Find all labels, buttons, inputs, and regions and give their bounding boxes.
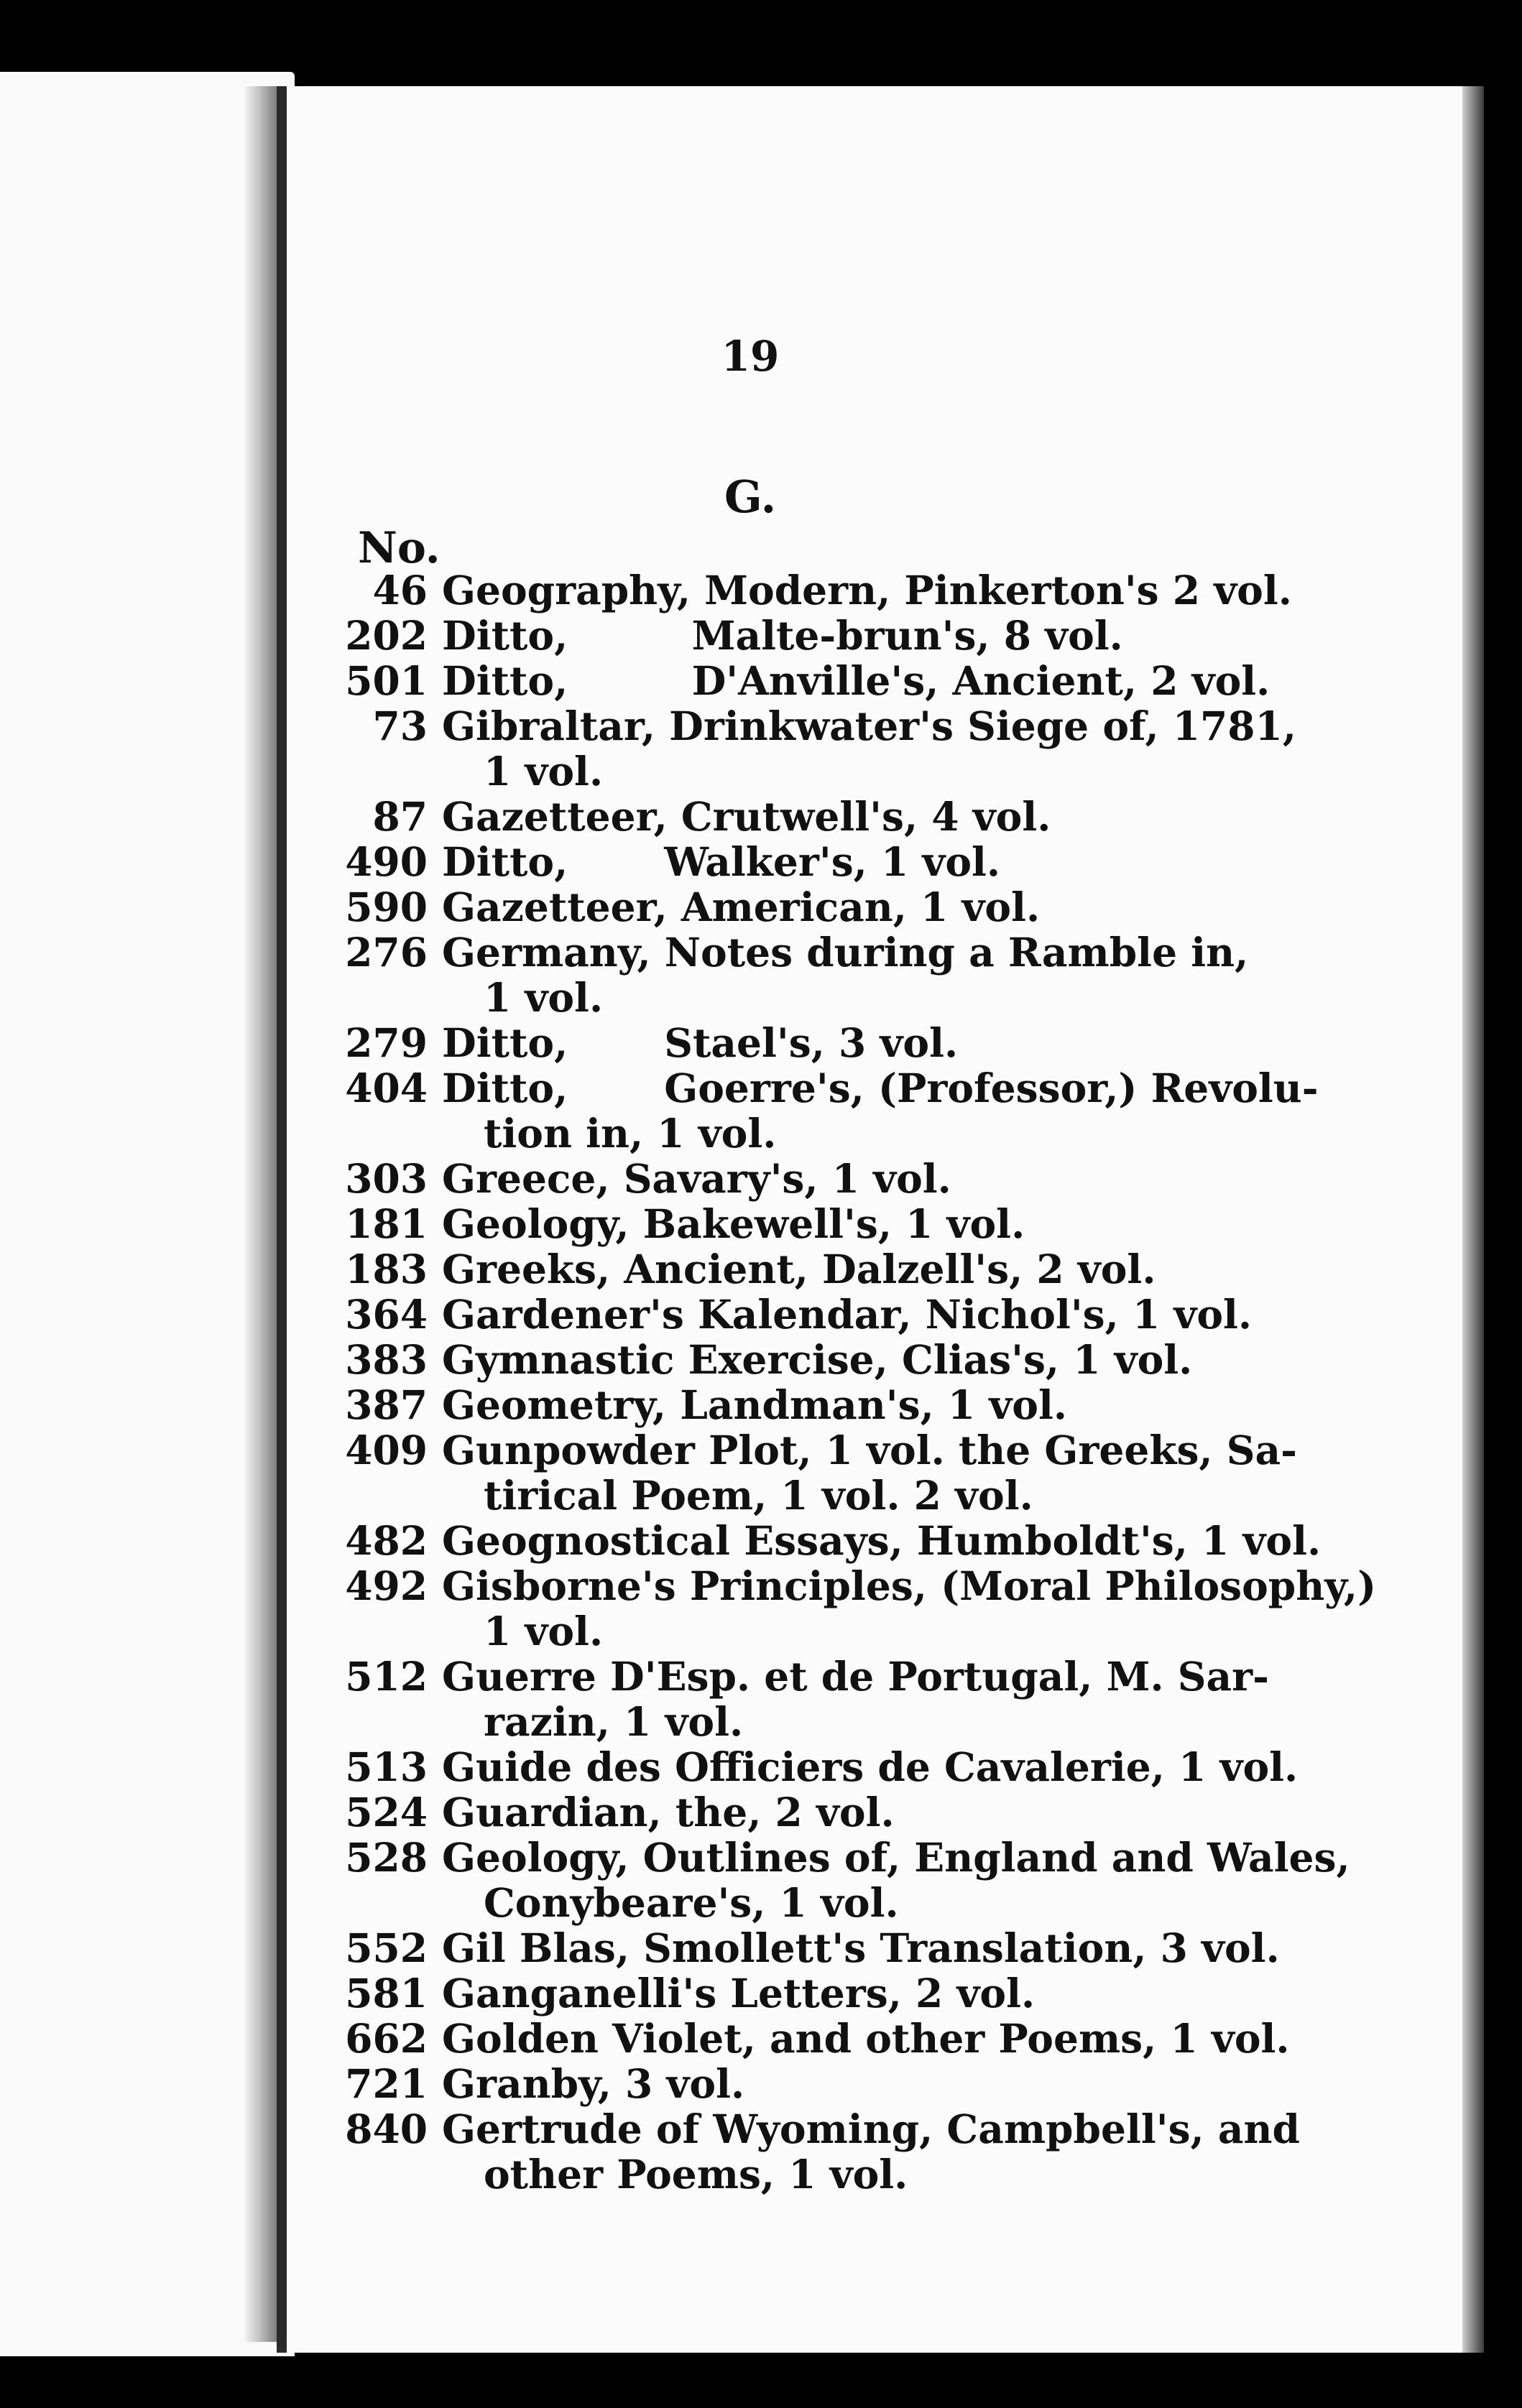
entry-text <box>442 658 1270 703</box>
entry-title-line: Greeks, Ancient, Dalzell's, 2 vol. <box>442 1246 1156 1292</box>
entry-number: 303 <box>345 1155 428 1202</box>
catalog-entry <box>345 1834 1350 1926</box>
entry-title-line: Geometry, Landman's, 1 vol. <box>442 1381 1067 1428</box>
catalog-entry <box>345 1427 1297 1519</box>
entry-title-line: Guide des Officiers de Cavalerie, 1 vol. <box>442 1744 1299 1790</box>
entry-title-line: Golden Violet, and other Poems, 1 vol. <box>442 2015 1290 2062</box>
entry-number: 46 <box>372 567 428 613</box>
entry-text <box>442 2106 1300 2197</box>
entry-title-line: Ditto, D'Anville's, Ancient, 2 vol. <box>442 657 1270 704</box>
catalog-entry <box>345 884 1265 930</box>
entry-text <box>442 1518 1321 1563</box>
entry-number: 840 <box>345 2106 428 2152</box>
catalog-entry <box>345 1292 1265 1337</box>
entry-number: 662 <box>345 2015 428 2062</box>
entry-text <box>442 1246 1265 1292</box>
entry-text <box>442 1020 1265 1065</box>
entry-text <box>442 1427 1297 1518</box>
entry-number: 524 <box>345 1789 428 1835</box>
entry-text <box>442 884 1265 930</box>
entry-text <box>442 1156 1265 1201</box>
entry-number: 383 <box>345 1336 428 1383</box>
entry-continuation-line: razin, 1 vol. <box>484 1698 744 1745</box>
entry-title-line: Ganganelli's Letters, 2 vol. <box>442 1970 1036 2016</box>
entry-number: 404 <box>345 1065 428 1111</box>
entry-title-line: Gil Blas, Smollett's Translation, 3 vol. <box>442 1925 1280 1971</box>
entry-continuation-line: 1 vol. <box>484 1608 604 1654</box>
entry-title-line: Gunpowder Plot, 1 vol. the Greeks, Sa- <box>442 1427 1297 1473</box>
entry-number: 513 <box>345 1744 428 1790</box>
catalog-entry <box>345 703 1296 795</box>
entry-number: 490 <box>345 838 428 885</box>
entry-number: 276 <box>345 929 428 976</box>
entry-title-line: Gardener's Kalendar, Nichol's, 1 vol. <box>442 1291 1253 1338</box>
entry-text <box>442 839 1265 884</box>
catalog-entry <box>345 1562 1377 1654</box>
entry-number: 512 <box>345 1653 428 1700</box>
entry-text <box>442 1744 1298 1789</box>
entry-text <box>442 1654 1269 1744</box>
entry-number: 87 <box>372 793 428 840</box>
book-gutter <box>244 86 280 2342</box>
entry-title-line: Gazetteer, Crutwell's, 4 vol. <box>442 793 1051 840</box>
entry-title-line: Ditto, Malte-brun's, 8 vol. <box>442 612 1123 659</box>
entry-number: 202 <box>345 612 428 659</box>
entry-title-line: Geography, Modern, Pinkerton's 2 vol. <box>442 567 1292 613</box>
entry-text <box>442 794 1265 839</box>
catalog-entry <box>345 1337 1265 1382</box>
entry-text <box>442 613 1265 658</box>
catalog-entry <box>345 1065 1319 1157</box>
entry-text <box>442 568 1292 613</box>
catalog-entry <box>345 930 1265 1020</box>
entry-text <box>442 1382 1265 1427</box>
section-heading: G. <box>724 471 777 523</box>
entry-text <box>442 1971 1265 2016</box>
catalog-entry <box>345 567 1292 613</box>
entry-title-line: Ditto, Goerre's, (Professor,) Revolu- <box>442 1065 1319 1111</box>
entry-title-line: Gymnastic Exercise, Clias's, 1 vol. <box>442 1336 1193 1383</box>
catalog-entry <box>345 1246 1265 1292</box>
entry-text <box>442 1563 1376 1654</box>
entry-title-line: Geology, Outlines of, England and Wales, <box>442 1834 1350 1881</box>
entry-text <box>442 1201 1265 1246</box>
entry-number: 279 <box>345 1019 428 1066</box>
entry-title-line: Gibraltar, Drinkwater's Siege of, 1781, <box>442 703 1296 749</box>
entry-text <box>442 1065 1319 1156</box>
entry-title-line: Geognostical Essays, Humboldt's, 1 vol. <box>442 1517 1322 1564</box>
catalog-entry <box>345 1382 1265 1427</box>
entry-number: 387 <box>345 1381 428 1428</box>
catalog-entry <box>345 1020 1265 1065</box>
entry-title-line: Guerre D'Esp. et de Portugal, M. Sar- <box>442 1653 1269 1700</box>
entry-text <box>442 1789 1265 1835</box>
catalog-entry <box>345 613 1265 658</box>
entry-number: 409 <box>345 1427 428 1473</box>
entry-continuation-line: 1 vol. <box>484 748 604 795</box>
catalog-entry <box>345 1971 1265 2016</box>
catalog-entry <box>345 1789 1265 1835</box>
entry-title-line: Guardian, the, 2 vol. <box>442 1789 895 1835</box>
entry-title-line: Gazetteer, American, 1 vol. <box>442 884 1041 930</box>
entry-continuation-line: Conybeare's, 1 vol. <box>484 1879 899 1926</box>
page-number: 19 <box>721 332 780 381</box>
entry-number: 721 <box>345 2060 428 2107</box>
entry-number: 73 <box>372 703 428 749</box>
entry-text <box>442 703 1296 794</box>
entry-title-line: Germany, Notes during a Ramble in, <box>442 929 1249 976</box>
catalog-entry <box>345 1653 1269 1745</box>
entry-number: 528 <box>345 1834 428 1881</box>
entry-number: 581 <box>345 1970 428 2016</box>
entry-number: 590 <box>345 884 428 930</box>
number-column-header: No. <box>358 523 441 573</box>
entry-text <box>442 1835 1350 1925</box>
entry-continuation-line: 1 vol. <box>484 974 604 1021</box>
catalog-entry <box>345 657 1270 704</box>
entry-title-line: Greece, Savary's, 1 vol. <box>442 1155 951 1202</box>
entry-title-line: Ditto, Stael's, 3 vol. <box>442 1019 959 1066</box>
entry-continuation-line: other Poems, 1 vol. <box>484 2151 908 2198</box>
entry-number: 501 <box>345 657 428 704</box>
catalog-entry <box>345 1744 1299 1790</box>
entry-text <box>442 1337 1265 1382</box>
entry-text <box>442 1925 1280 1971</box>
catalog-entry <box>345 2015 1290 2062</box>
entry-number: 492 <box>345 1562 428 1609</box>
entry-title-line: Ditto, Walker's, 1 vol. <box>442 838 1001 885</box>
catalog-entry <box>345 2106 1300 2198</box>
catalog-entry <box>345 794 1265 839</box>
entry-title-line: Granby, 3 vol. <box>442 2060 745 2107</box>
catalog-entry <box>345 1925 1280 1971</box>
catalog-entry <box>345 839 1265 884</box>
entry-continuation-line: tirical Poem, 1 vol. 2 vol. <box>484 1472 1033 1519</box>
entry-title-line: Gisborne's Principles, (Moral Philosophy,) <box>442 1562 1377 1609</box>
entry-text <box>442 1292 1265 1337</box>
catalog-list <box>345 567 1377 2198</box>
entry-text <box>442 2061 1265 2106</box>
entry-title-line: Geology, Bakewell's, 1 vol. <box>442 1200 1025 1247</box>
entry-number: 364 <box>345 1291 428 1338</box>
entry-text <box>442 2016 1290 2061</box>
entry-title-line: Gertrude of Wyoming, Campbell's, and <box>442 2106 1300 2152</box>
catalog-entry <box>345 2061 1265 2106</box>
catalog-entry <box>345 1517 1322 1564</box>
catalog-entry <box>345 1201 1265 1246</box>
entry-number: 482 <box>345 1517 428 1564</box>
catalog-entry <box>345 1156 1265 1201</box>
entry-continuation-line: tion in, 1 vol. <box>484 1110 777 1157</box>
entry-number: 181 <box>345 1200 428 1247</box>
entry-text <box>442 930 1265 1020</box>
entry-number: 183 <box>345 1246 428 1292</box>
entry-number: 552 <box>345 1925 428 1971</box>
page-edge <box>1462 86 1484 2353</box>
